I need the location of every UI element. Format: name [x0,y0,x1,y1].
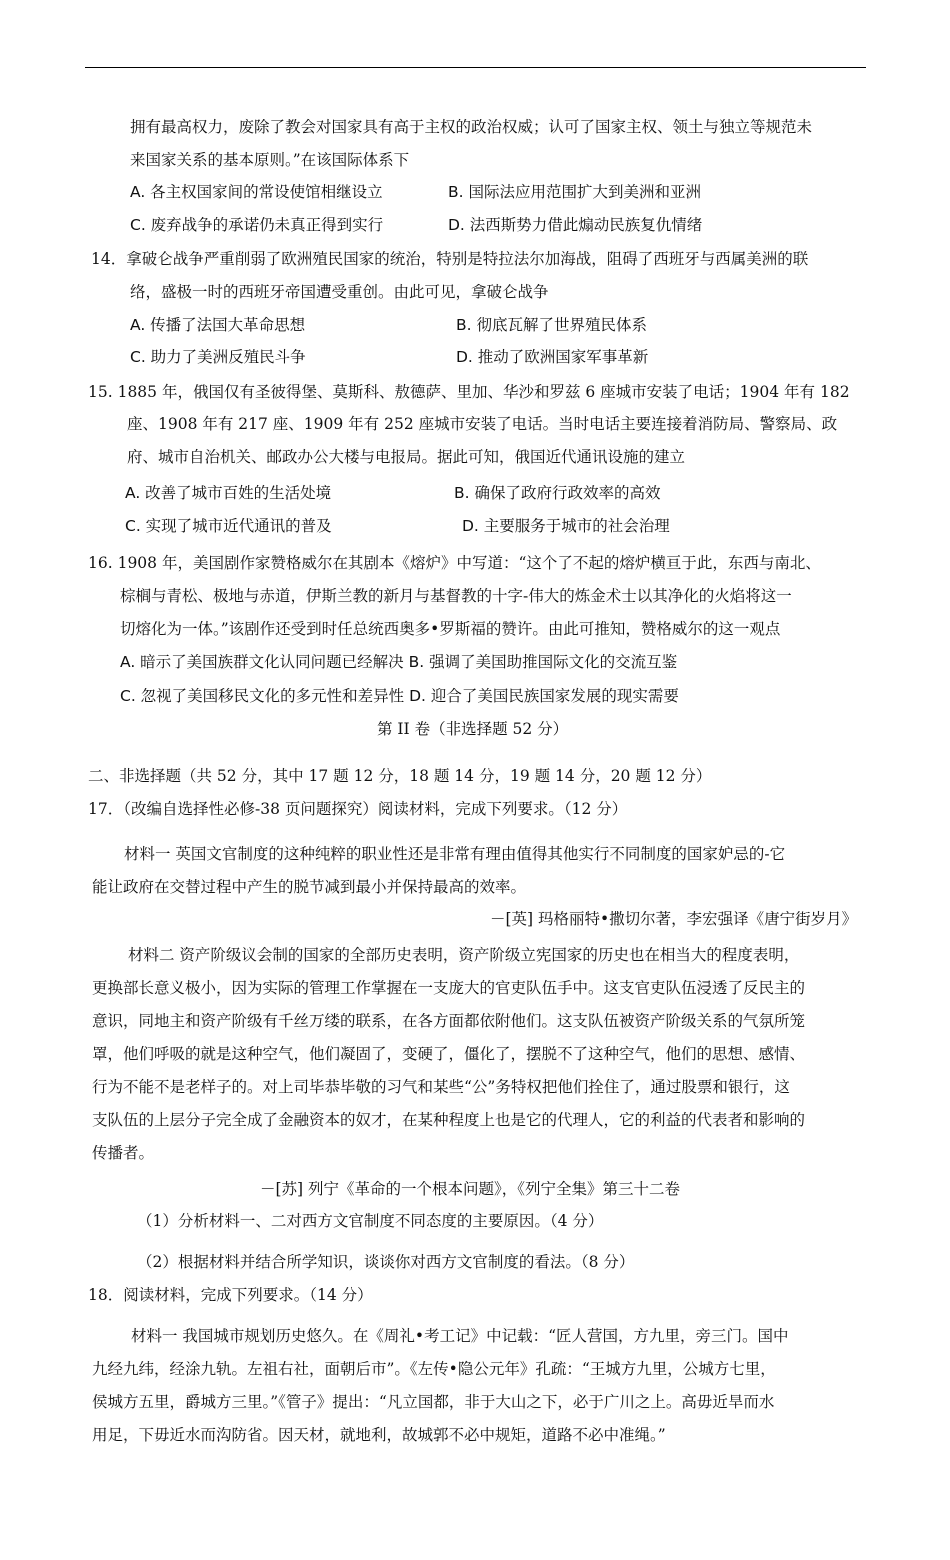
q13-option-a: A. 各主权国家间的常设使馆相继设立 [130,183,383,201]
q13-option-d: D. 法西斯势力借此煽动民族复仇情绪 [448,216,703,234]
q17-stem: 17．（改编自选择性必修-38 页问题探究）阅读材料，完成下列要求。（12 分） [88,800,628,818]
q14-option-c: C. 助力了美洲反殖民斗争 [130,348,306,366]
q14-option-d: D. 推动了欧洲国家军事革新 [456,348,649,366]
q16-stem-line-2: 棕榈与青松、极地与赤道，伊斯兰教的新月与基督教的十字-伟大的炼金术士以其净化的火焰将这一 [120,587,792,605]
q14-stem-line-1: 14．拿破仑战争严重削弱了欧洲殖民国家的统治，特别是特拉法尔加海战，阻碍了西班牙与西属美洲的联 [91,250,809,268]
q18-material1-line-4: 用足，下毋近水而沟防省。因天材，就地利，故城郭不必中规矩，道路不必中准绳。” [92,1426,666,1444]
q16-options-ab: A. 暗示了美国族群文化认同问题已经解决 B. 强调了美国助推国际文化的交流互鉴 [120,653,678,671]
q17-material1-source: －[英] 玛格丽特•撒切尔著，李宏强译《唐宁街岁月》 [490,910,858,928]
q14-stem-line-2: 络，盛极一时的西班牙帝国遭受重创。由此可见，拿破仑战争 [130,283,549,301]
q18-material1-line-1: 材料一 我国城市规划历史悠久。在《周礼•考工记》中记载：“匠人营国，方九里，旁三门。国中 [131,1327,789,1345]
q17-material2-line-7: 传播者。 [92,1144,155,1162]
q14-option-a: A. 传播了法国大革命思想 [130,316,306,334]
q15-option-a: A. 改善了城市百姓的生活处境 [125,484,332,502]
q13-option-b: B. 国际法应用范围扩大到美洲和亚洲 [448,183,701,201]
q17-material2-line-2: 更换部长意义极小，因为实际的管理工作掌握在一支庞大的官吏队伍手中。这支官吏队伍浸透了反民主的 [92,979,806,997]
q13-stem-line-2: 来国家关系的基本原则。”在该国际体系下 [130,151,410,169]
q16-stem-line-1: 16. 1908 年，美国剧作家赞格威尔在其剧本《熔炉》中写道：“这个了不起的熔炉横亘于此，东西与南北、 [88,554,821,572]
q17-material1-line-1: 材料一 英国文官制度的这种纯粹的职业性还是非常有理由值得其他实行不同制度的国家妒忌的-它 [124,845,786,863]
q17-material1-line-2: 能让政府在交替过程中产生的脱节减到最小并保持最高的效率。 [92,878,527,896]
q18-stem: 18．阅读材料，完成下列要求。（14 分） [88,1286,373,1304]
q17-material2-line-4: 罩，他们呼吸的就是这种空气，他们凝固了，变硬了，僵化了，摆脱不了这种空气，他们的思想、感情、 [92,1045,806,1063]
q16-options-cd: C. 忽视了美国移民文化的多元性和差异性 D. 迎合了美国民族国家发展的现实需要 [120,687,679,705]
q15-stem-line-3: 府、城市自治机关、邮政办公大楼与电报局。据此可知，俄国近代通讯设施的建立 [127,448,686,466]
q15-option-d: D. 主要服务于城市的社会治理 [462,517,670,535]
q18-material1-line-3: 侯城方五里，爵城方三里。”《管子》提出：“凡立国都，非于大山之下，必于广川之上。高毋近旱而水 [92,1393,775,1411]
q13-stem-line-1: 拥有最高权力，废除了教会对国家具有高于主权的政治权威；认可了国家主权、领土与独立等规范未 [130,118,813,136]
q17-subquestion-1: （1）分析材料一、二对西方文官制度不同态度的主要原因。（4 分） [137,1212,604,1230]
q15-stem-line-1: 15. 1885 年，俄国仅有圣彼得堡、莫斯科、敖德萨、里加、华沙和罗兹 6 座城市安装了电话；1904 年有 182 [88,383,850,401]
q15-stem-line-2: 座、1908 年有 217 座、1909 年有 252 座城市安装了电话。当时电话主要连接着消防局、警察局、政 [127,415,838,433]
q18-material1-line-2: 九经九纬，经涂九轨。左祖右社，面朝后市”。《左传•隐公元年》孔疏：“王城方九里，公城方七里， [92,1360,776,1378]
header-rule [85,67,866,68]
q13-option-c: C. 废弃战争的承诺仍未真正得到实行 [130,216,384,234]
q16-stem-line-3: 切熔化为一体。”该剧作还受到时任总统西奥多•罗斯福的赞许。由此可推知，赞格威尔的这一观点 [120,620,781,638]
part2-title: 第 II 卷（非选择题 52 分） [377,720,569,738]
q17-material2-line-1: 材料二 资产阶级议会制的国家的全部历史表明，资产阶级立宪国家的历史也在相当大的程度表明， [128,946,800,964]
section2-heading: 二、非选择题（共 52 分，其中 17 题 12 分，18 题 14 分，19 题 14 分，20 题 12 分） [88,767,712,785]
q17-material2-source: －[苏] 列宁《革命的一个根本问题》，《列宁全集》第三十二卷 [260,1180,681,1198]
q14-option-b: B. 彻底瓦解了世界殖民体系 [456,316,647,334]
q15-option-c: C. 实现了城市近代通讯的普及 [125,517,332,535]
q15-option-b: B. 确保了政府行政效率的高效 [454,484,661,502]
q17-material2-line-6: 支队伍的上层分子完全成了金融资本的奴才，在某种程度上也是它的代理人，它的利益的代表者和影响的 [92,1111,806,1129]
q17-material2-line-5: 行为不能不是老样子的。对上司毕恭毕敬的习气和某些“公”务特权把他们拴住了，通过股票和银行，这 [92,1078,790,1096]
q17-subquestion-2: （2）根据材料并结合所学知识，谈谈你对西方文官制度的看法。（8 分） [137,1253,635,1271]
q17-material2-line-3: 意识，同地主和资产阶级有千丝万缕的联系，在各方面都依附他们。这支队伍被资产阶级关系的气氛所笼 [92,1012,806,1030]
